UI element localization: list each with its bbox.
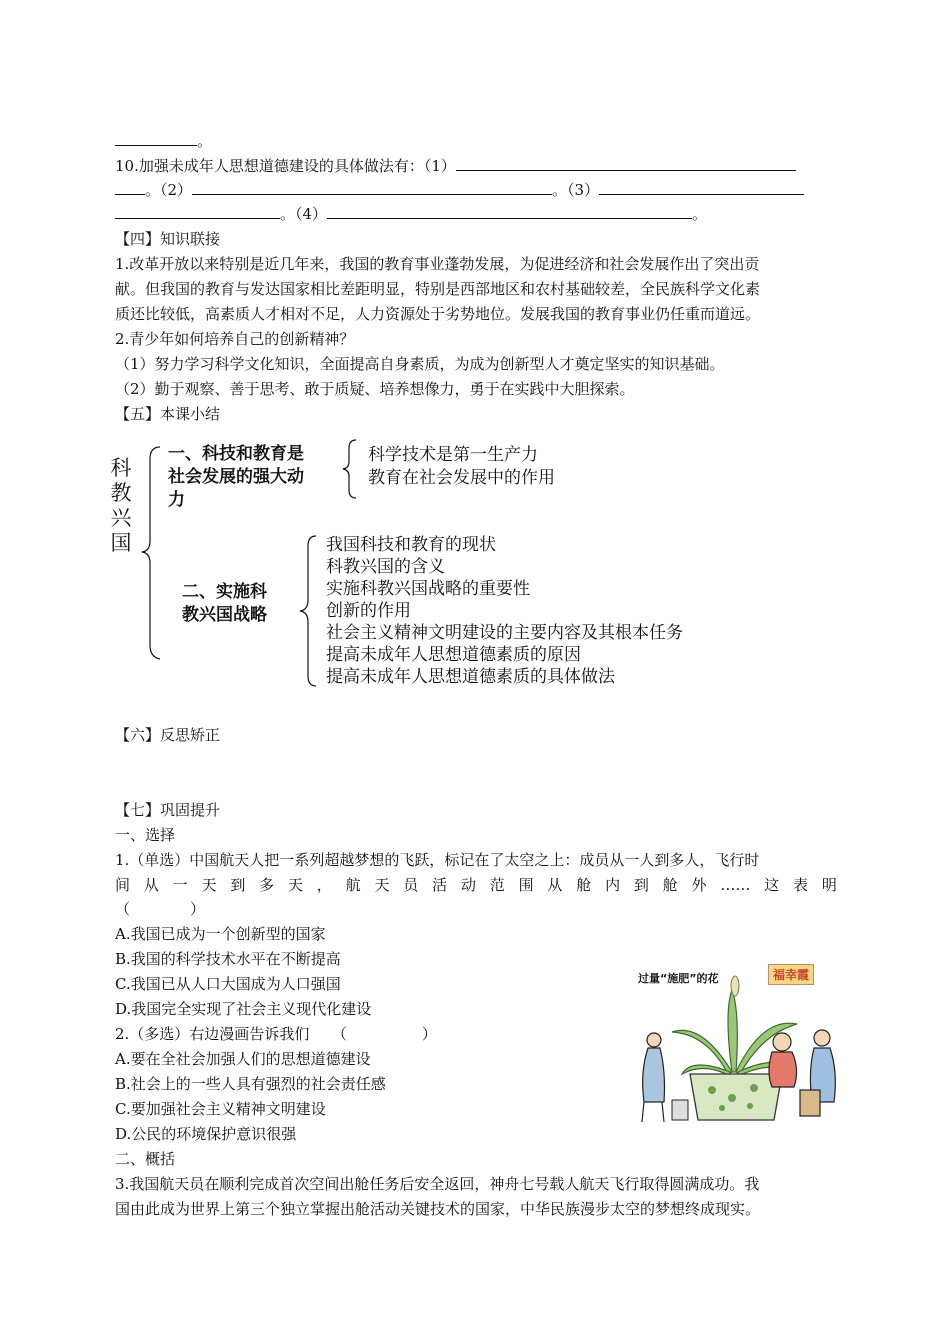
root-topic	[108, 456, 134, 556]
cartoon-stamp: 福幸霞	[768, 964, 814, 985]
section-7-heading: 【七】巩固提升	[115, 801, 221, 819]
question-10-cont1: 。（2） 。（3）	[115, 180, 804, 200]
q1-option-d[interactable]: D.我国完全实现了社会主义现代化建设	[115, 1000, 372, 1018]
main-brace	[138, 445, 168, 663]
question-2: 2.（多选）右边漫画告诉我们 （ ）	[115, 1025, 437, 1043]
blank-line-end: 。	[115, 131, 212, 151]
section-4-answer-2: （2）勤于观察、善于思考、敢于质疑、培养想像力，勇于在实践中大胆探索。	[115, 380, 635, 398]
section-4-heading: 【四】知识联接	[115, 230, 221, 248]
branch2-item: 科教兴国的含义	[326, 557, 445, 577]
section-6-heading: 【六】反思矫正	[115, 726, 221, 744]
branch2-item: 创新的作用	[326, 601, 411, 621]
answer-blank[interactable]	[327, 204, 692, 219]
root-char: 国	[110, 531, 132, 555]
q1-option-a[interactable]: A.我国已成为一个创新型的国家	[115, 925, 326, 943]
branch2-title-l2: 教兴国战略	[182, 605, 267, 625]
part-2-heading: 二、概括	[115, 1150, 176, 1168]
branch1-title-l3: 力	[168, 490, 185, 510]
answer-blank[interactable]	[115, 131, 197, 146]
cartoon-caption: 过量“施肥”的花	[638, 972, 719, 985]
question-1-answer-paren[interactable]: （ ）	[115, 900, 206, 918]
answer-blank[interactable]	[115, 204, 280, 219]
answer-blank[interactable]	[115, 180, 145, 195]
branch2-item: 社会主义精神文明建设的主要内容及其根本任务	[326, 623, 683, 643]
section-4-para1-line3: 质还比较低，高素质人才相对不足，人力资源处于劣势地位。发展我国的教育事业仍任重而道远。	[115, 305, 761, 323]
branch2-item: 提高未成年人思想道德素质的原因	[326, 645, 581, 665]
answer-blank[interactable]	[192, 180, 552, 195]
question-10-cont2: 。（4） 。	[115, 204, 707, 224]
root-char: 兴	[110, 506, 132, 530]
answer-blank[interactable]	[456, 156, 796, 171]
question-3-line1: 3.我国航天员在顺利完成首次空间出舱任务后安全返回，神舟七号载人航天飞行取得圆满成功。我	[115, 1175, 760, 1193]
branch2-item: 提高未成年人思想道德素质的具体做法	[326, 667, 615, 687]
q2-option-b[interactable]: B.社会上的一些人具有强烈的社会责任感	[115, 1075, 386, 1093]
section-4-para1-line2: 献。但我国的教育与发达国家相比差距明显，特别是西部地区和农村基础较差，全民族科学文化素	[115, 280, 761, 298]
section-5-heading: 【五】本课小结	[115, 405, 221, 423]
branch2-brace	[296, 534, 322, 689]
branch1-item: 教育在社会发展中的作用	[368, 468, 555, 488]
q2-option-c[interactable]: C.要加强社会主义精神文明建设	[115, 1100, 326, 1118]
question-10: 10.加强未成年人思想道德建设的具体做法有：（1）	[115, 156, 796, 176]
branch1-item: 科学技术是第一生产力	[368, 445, 538, 465]
question-1-line1: 1.（单选）中国航天人把一系列超越梦想的飞跃，标记在了太空之上：成员从一人到多人，飞行时	[115, 851, 760, 869]
q1-option-b[interactable]: B.我国的科学技术水平在不断提高	[115, 950, 341, 968]
root-char: 教	[110, 481, 132, 505]
question-3-line2: 国由此成为世界上第三个独立掌握出舱活动关键技术的国家，中华民族漫步太空的梦想终成现实。	[115, 1200, 761, 1218]
section-4-answer-1: （1）努力学习科学文化知识，全面提高自身素质，为成为创新型人才奠定坚实的知识基础。	[115, 355, 725, 373]
branch2-title-l1: 二、实施科	[182, 582, 267, 602]
section-4-para1-line1: 1.改革开放以来特别是近几年来，我国的教育事业蓬勃发展，为促进经济和社会发展作出了突出贡	[115, 255, 760, 273]
answer-blank[interactable]	[599, 180, 804, 195]
q1-option-c[interactable]: C.我国已从人口大国成为人口强国	[115, 975, 341, 993]
question-1-line2: 间 从 一 天 到 多 天 ， 航 天 员 活 动 范 围 从 舱 内 到 舱 外 …… 这 表 明	[115, 876, 837, 894]
branch1-title-l1: 一、科技和教育是	[168, 444, 304, 464]
cartoon-illustration	[632, 962, 842, 1130]
part-1-heading: 一、选择	[115, 826, 176, 844]
cartoon-drawing	[632, 962, 842, 1130]
branch2-item: 实施科教兴国战略的重要性	[326, 579, 530, 599]
q2-option-d[interactable]: D.公民的环境保护意识很强	[115, 1125, 297, 1143]
q2-option-a[interactable]: A.要在全社会加强人们的思想道德建设	[115, 1050, 371, 1068]
branch1-brace	[340, 438, 360, 500]
branch2-item: 我国科技和教育的现状	[326, 535, 496, 555]
root-char: 科	[110, 456, 132, 480]
section-4-question: 2.青少年如何培养自己的创新精神？	[115, 330, 355, 348]
branch1-title-l2: 社会发展的强大动	[168, 467, 304, 487]
